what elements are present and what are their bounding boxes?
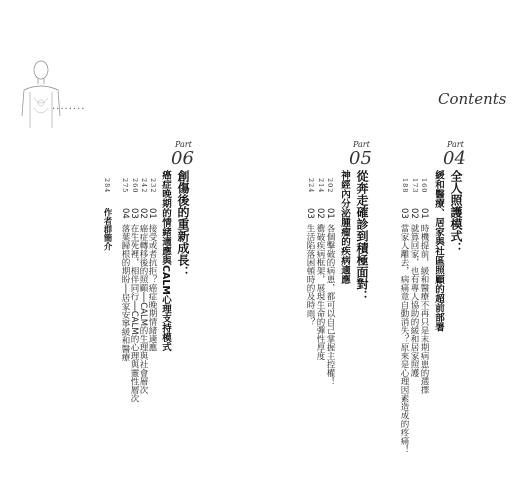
part-04-entry-3-page: 188	[401, 178, 409, 194]
part-04-label: Part	[447, 140, 464, 149]
part-04-entry-1-page: 160	[420, 178, 428, 194]
part-05-entry-3-page: 224	[307, 178, 315, 194]
decorative-dots: ........	[52, 101, 86, 112]
part-05-title: 從奔走確診到積極面對：	[355, 170, 369, 302]
part-05-entry-3-number: 03	[305, 208, 315, 219]
part-05-entry-2-page: 214	[317, 178, 325, 194]
body-sketch-illustration	[16, 58, 66, 138]
part-06-subtitle: 癌症晚期的情緒適應與CALM心理支持模式	[160, 170, 171, 352]
part-05-number: 05	[349, 148, 372, 169]
part-04-entry-3-text[interactable]: 當家人離去，病痛竟自動消失？原來是心理因素造成的疼痛！	[399, 224, 409, 454]
part-04-entry-1-text[interactable]: 時機提前，緩和醫療不再只是末期病患的選擇	[419, 224, 429, 394]
part-06-entry-1-text[interactable]: 接受或者抗拒？癌症晚期情緒適應	[147, 224, 157, 352]
part-04-number: 04	[443, 148, 466, 169]
part-04-entry-2-text[interactable]: 就算回家，也有專人協助的緩和居家照護	[409, 224, 419, 377]
part-05-entry-1-number: 01	[325, 208, 335, 219]
part-06-entry-4-page: 275	[121, 178, 129, 194]
part-04-entry-3-number: 03	[399, 208, 409, 219]
part-06-entry-3-page: 260	[131, 178, 139, 194]
part-06-entry-2-number: 02	[138, 208, 148, 219]
part-06-entry-1-page: 232	[149, 178, 157, 194]
part-06-entry-4-number: 04	[120, 208, 130, 219]
part-04-entry-2-number: 02	[409, 208, 419, 219]
part-06-entry-2-page: 242	[140, 178, 148, 194]
contents-title: Contents	[438, 90, 507, 108]
part-06-entry-2-text[interactable]: 癌症轉移後的照顧──CALM的生理與社會層次	[138, 224, 148, 395]
appendix-page: 284	[103, 178, 111, 194]
part-05-entry-3-text[interactable]: 生活陷落困頓時的及時雨？	[305, 224, 315, 326]
part-06-number: 06	[171, 148, 194, 169]
appendix-author-bios[interactable]: 作者群簡介	[102, 208, 112, 251]
part-04-entry-1-number: 01	[419, 208, 429, 219]
part-05-entry-1-page: 202	[326, 178, 334, 194]
part-06-entry-4-text[interactable]: 落葉歸根的期盼──居家安寧緩和醫療	[120, 224, 130, 362]
part-06-entry-1-number: 01	[147, 208, 157, 219]
part-04-entry-2-page: 173	[411, 178, 419, 194]
part-06-entry-3-number: 03	[129, 208, 139, 219]
part-06-label: Part	[175, 140, 192, 149]
part-04-title: 全人照護模式：	[449, 170, 463, 254]
part-06-entry-3-text[interactable]: 在生死裡，相伴同行──CALM的心理與靈性層次	[129, 224, 139, 403]
part-05-entry-1-text[interactable]: 各個擊破的病患，都可以自己掌握主控權！	[325, 224, 335, 386]
part-05-label: Part	[353, 140, 370, 149]
part-06-title: 創傷後的重新成長：	[176, 170, 190, 278]
part-05-subtitle: 神經內分泌腫瘤的疾病適應	[339, 170, 350, 284]
part-04-subtitle: 緩和醫療、居家與社區照顧的超前部署	[433, 170, 444, 332]
part-05-entry-2-text[interactable]: 衝破疾病框架，展現生命的彈性厚度	[315, 224, 325, 360]
part-05-entry-2-number: 02	[315, 208, 325, 219]
